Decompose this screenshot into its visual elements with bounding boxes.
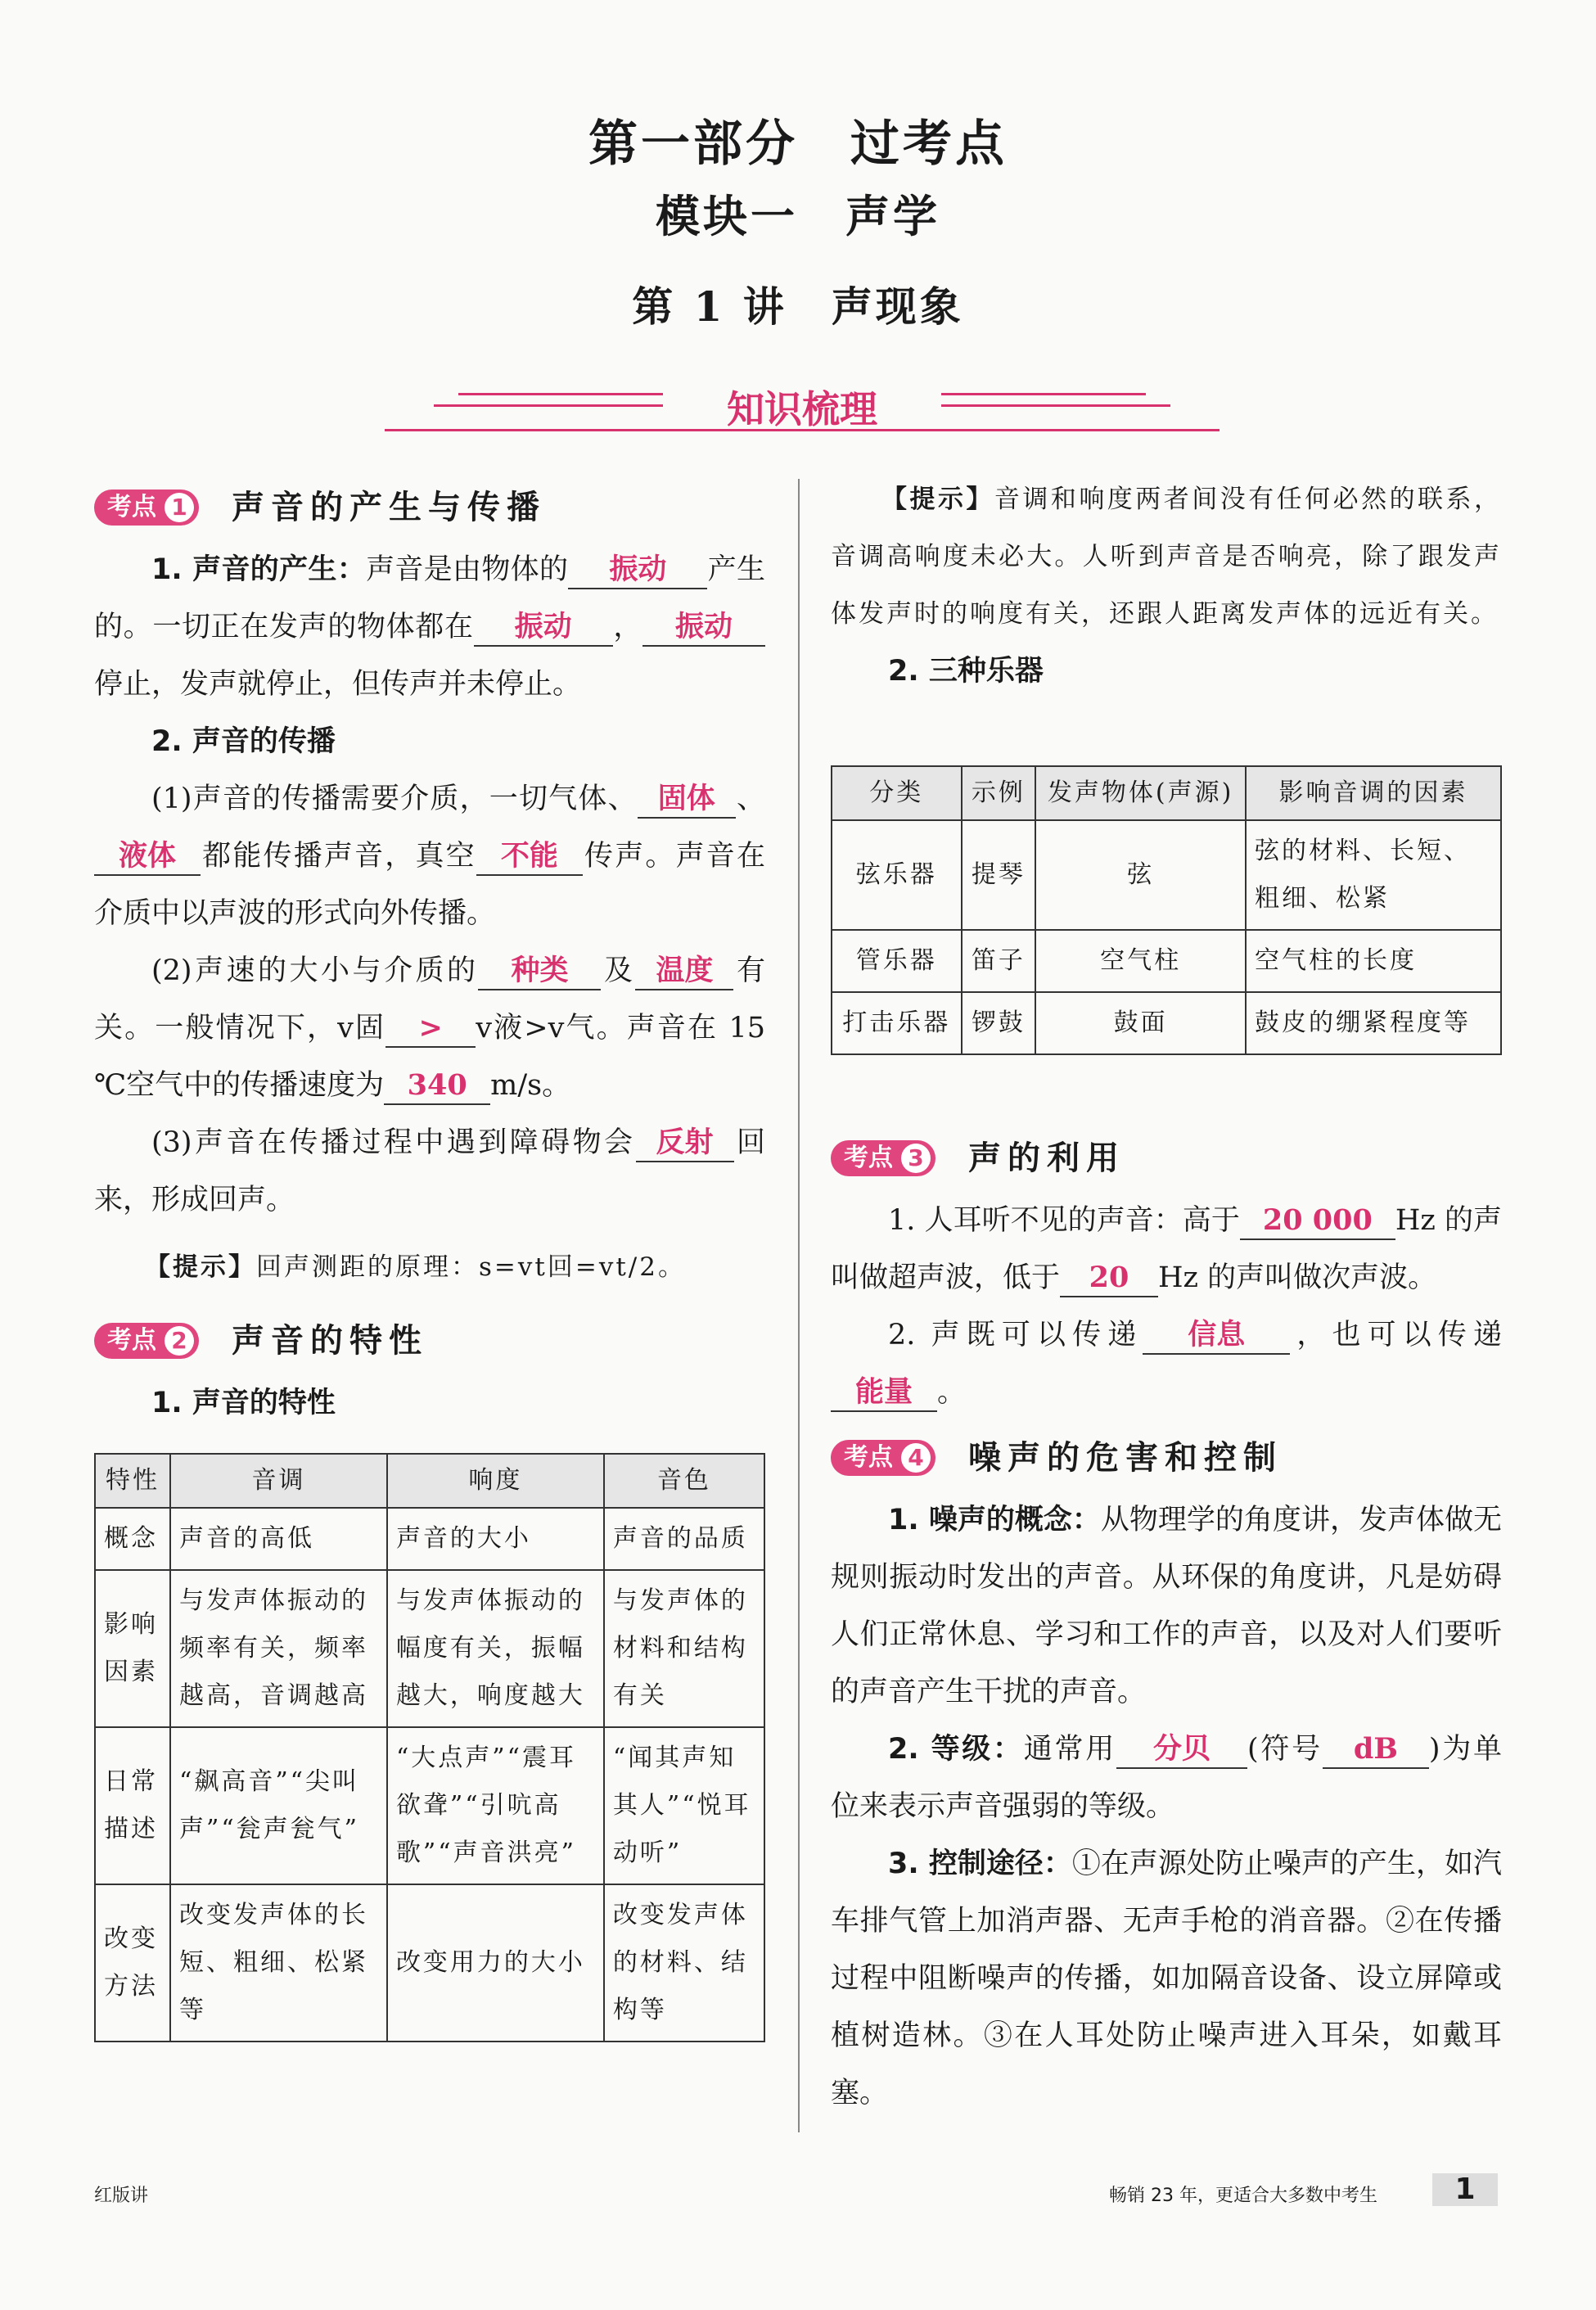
table-cell: 空气柱的长度 bbox=[1246, 930, 1501, 992]
section-banner bbox=[385, 385, 1220, 434]
answer-blank: 20 000 bbox=[1240, 1202, 1395, 1240]
answer-blank: 反射 bbox=[636, 1125, 734, 1162]
table-cell: 声音的品质 bbox=[604, 1508, 764, 1570]
noise-level-paragraph: 2. 等级：通常用 分贝 (符号 dB )为单位来表示声音强弱的等级。 bbox=[831, 1732, 1503, 1823]
module-title: 模块一 声学 bbox=[656, 190, 940, 242]
propagation-paragraph-1: (1)声音的传播需要介质，一切气体、 固体 、液体 都能传播声音，真空 不能 传声。声音在介质中以声波的形式向外传播。 bbox=[94, 782, 765, 930]
kaodian-badge: 考点 3 bbox=[831, 1140, 936, 1176]
table-row bbox=[95, 1508, 764, 1570]
table-cell: “飙高音”“尖叫声”“瓮声瓮气” bbox=[170, 1727, 387, 1884]
table-cell: 管乐器 bbox=[832, 930, 962, 992]
right-column-lower bbox=[831, 1121, 1502, 2122]
lecture-title: 第 1 讲 声现象 bbox=[632, 282, 964, 331]
answer-blank: 20 bbox=[1060, 1260, 1158, 1297]
noise-control-paragraph: 3. 控制途径：①在声源处防止噪声的产生，如汽车排气管上加消声器、无声手枪的消音器。②在传播过程中阻断噪声的传播，如加隔音设备、设立屏障或植树造林。③在人耳处防止噪声进入耳朵，如戴耳塞。 bbox=[831, 1848, 1502, 2109]
subheading-instruments: 2. 三种乐器 bbox=[888, 655, 1044, 688]
table-cell: “大点声”“震耳欲聋”“引吭高歌”“声音洪亮” bbox=[387, 1727, 604, 1884]
table-cell: “闻其声知其人”“悦耳动听” bbox=[604, 1727, 764, 1884]
subheading-characteristics: 1. 声音的特性 bbox=[151, 1387, 336, 1419]
pitch-loudness-tip: 【提示】音调和响度两者间没有任何必然的联系，音调高响度未必大。人听到声音是否响亮，除了跟发声体发声时的响度有关，还跟人距离发声体的远近有关。 bbox=[831, 485, 1502, 629]
sound-use-paragraph: 2. 声既可以传递 信息 ，也可以传递能量 。 bbox=[831, 1306, 1502, 1421]
subheading-propagation: 2. 声音的传播 bbox=[151, 725, 336, 758]
kaodian-title: 声音的产生与传播 bbox=[232, 488, 546, 526]
echo-tip: 【提示】回声测距的原理：s=vt回=vt/2。 bbox=[145, 1252, 686, 1282]
table-header: 示例 bbox=[962, 766, 1036, 820]
table-header: 影响音调的因素 bbox=[1246, 766, 1501, 820]
answer-blank: 能量 bbox=[831, 1374, 937, 1412]
footer-left: 红版讲 bbox=[94, 2186, 149, 2206]
answer-blank: 340 bbox=[384, 1067, 490, 1105]
table-cell: 提琴 bbox=[962, 820, 1036, 930]
column-divider bbox=[798, 479, 800, 2132]
banner-text: 知识梳理 bbox=[727, 387, 877, 431]
kaodian-badge: 考点 1 bbox=[94, 490, 199, 526]
propagation-paragraph-2: (2)声速的大小与介质的 种类 及 温度 有关。一般情况下，v固 > v液>v气。声音在 15 ℃空气中的传播速度为 340 m/s。 bbox=[94, 942, 765, 1114]
kaodian-3-header bbox=[831, 1130, 1502, 1187]
row-header: 概念 bbox=[95, 1508, 170, 1570]
row-header: 改变方法 bbox=[95, 1884, 170, 2042]
table-row bbox=[95, 1727, 764, 1884]
table-header: 响度 bbox=[387, 1454, 604, 1508]
page-number: 1 bbox=[1432, 2173, 1498, 2206]
left-column bbox=[94, 471, 765, 1432]
table-row bbox=[832, 820, 1501, 930]
table-cell: 与发声体的材料和结构有关 bbox=[604, 1570, 764, 1727]
answer-blank: 温度 bbox=[635, 953, 733, 990]
answer-blank: 信息 bbox=[1143, 1317, 1290, 1355]
table-cell: 与发声体振动的频率有关，频率越高，音调越高 bbox=[170, 1570, 387, 1727]
table-header: 发声物体(声源) bbox=[1035, 766, 1246, 820]
table-cell: 打击乐器 bbox=[832, 992, 962, 1054]
table-cell: 弦 bbox=[1035, 820, 1246, 930]
answer-blank: 振动 bbox=[568, 552, 707, 589]
table-cell: 弦的材料、长短、粗细、松紧 bbox=[1246, 820, 1501, 930]
table-cell: 改变用力的大小 bbox=[387, 1884, 604, 2042]
answer-blank: > bbox=[385, 1010, 476, 1048]
part-title: 第一部分 过考点 bbox=[588, 115, 1008, 173]
kaodian-1-header bbox=[94, 479, 765, 536]
table-header: 特性 bbox=[95, 1454, 170, 1508]
noise-definition-paragraph: 1. 噪声的概念：从物理学的角度讲，发声体做无规则振动时发出的声音。从环保的角度讲，凡是妨碍人们正常休息、学习和工作的声音，以及对人们要听的声音产生干扰的声音。 bbox=[831, 1504, 1502, 1708]
ultrasound-paragraph: 1. 人耳听不见的声音：高于 20 000 Hz 的声叫做超声波，低于 20 Hz 的声叫做次声波。 bbox=[831, 1192, 1502, 1306]
answer-blank: 分贝 bbox=[1116, 1731, 1247, 1769]
table-cell: 鼓面 bbox=[1035, 992, 1246, 1054]
kaodian-title: 声音的特性 bbox=[232, 1321, 428, 1360]
right-column bbox=[831, 471, 1502, 700]
kaodian-title: 噪声的危害和控制 bbox=[968, 1438, 1283, 1477]
table-row bbox=[95, 1570, 764, 1727]
kaodian-4-header bbox=[831, 1429, 1502, 1487]
answer-blank: 振动 bbox=[642, 609, 765, 647]
answer-blank: 振动 bbox=[474, 609, 613, 647]
footer-right: 畅销 23 年，更适合大多数中考生 bbox=[1109, 2186, 1377, 2206]
table-header: 音色 bbox=[604, 1454, 764, 1508]
table-header: 分类 bbox=[832, 766, 962, 820]
kaodian-badge: 考点 4 bbox=[831, 1440, 936, 1476]
kaodian-2-header bbox=[94, 1312, 765, 1369]
table-cell: 声音的大小 bbox=[387, 1508, 604, 1570]
table-cell: 鼓皮的绷紧程度等 bbox=[1246, 992, 1501, 1054]
answer-blank: 种类 bbox=[478, 953, 601, 990]
answer-blank: 液体 bbox=[94, 838, 201, 876]
kaodian-badge: 考点 2 bbox=[94, 1323, 199, 1359]
table-cell: 空气柱 bbox=[1035, 930, 1246, 992]
table-row bbox=[832, 992, 1501, 1054]
table-cell: 锣鼓 bbox=[962, 992, 1036, 1054]
answer-blank: 不能 bbox=[476, 838, 583, 876]
row-header: 影响因素 bbox=[95, 1570, 170, 1727]
table-cell: 笛子 bbox=[962, 930, 1036, 992]
table-header-row bbox=[832, 766, 1501, 820]
table-cell: 与发声体振动的幅度有关，振幅越大，响度越大 bbox=[387, 1570, 604, 1727]
answer-blank: dB bbox=[1323, 1731, 1429, 1769]
table-cell: 改变发声体的长短、粗细、松紧等 bbox=[170, 1884, 387, 2042]
instruments-table bbox=[831, 765, 1502, 1055]
table-row bbox=[95, 1884, 764, 2042]
table-header: 音调 bbox=[170, 1454, 387, 1508]
propagation-paragraph-3: (3)声音在传播过程中遇到障碍物会 反射 回来，形成回声。 bbox=[94, 1126, 765, 1216]
table-cell: 弦乐器 bbox=[832, 820, 962, 930]
table-row bbox=[832, 930, 1501, 992]
sound-production-paragraph: 1. 声音的产生：声音是由物体的 振动 产生的。一切正在发声的物体都在 振动 ， 振动停止，发声就停止，但传声并未停止。 bbox=[94, 553, 765, 701]
kaodian-title: 声的利用 bbox=[968, 1139, 1125, 1177]
table-cell: 声音的高低 bbox=[170, 1508, 387, 1570]
table-header-row bbox=[95, 1454, 764, 1508]
answer-blank: 固体 bbox=[638, 781, 736, 819]
sound-characteristics-table bbox=[94, 1453, 765, 2042]
row-header: 日常描述 bbox=[95, 1727, 170, 1884]
table-cell: 改变发声体的材料、结构等 bbox=[604, 1884, 764, 2042]
